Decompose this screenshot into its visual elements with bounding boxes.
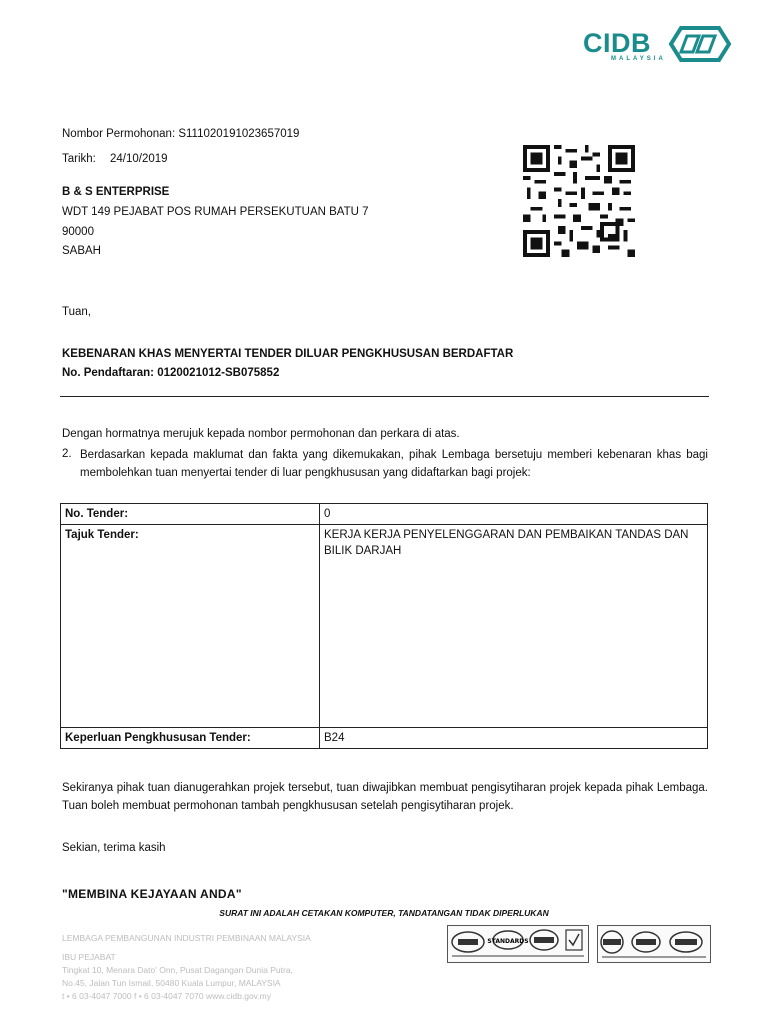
svg-text:STANDARDS: STANDARDS — [487, 938, 529, 945]
footer-org-name: LEMBAGA PEMBANGUNAN INDUSTRI PEMBINAAN MALAYSIA — [62, 933, 311, 943]
table-row — [61, 525, 708, 728]
intro-paragraph: Dengan hormatnya merujuk kepada nombor permohonan dan perkara di atas. — [62, 428, 460, 440]
tender-no-value: 0 — [320, 504, 708, 525]
item-number: 2. — [62, 448, 72, 460]
application-number: Nombor Permohonan: S111020191023657019 — [62, 128, 300, 140]
closing-paragraph: Sekiranya pihak tuan dianugerahkan projek tersebut, tuan diwajibkan membuat pengisytiharan projek kepada pihak Lembaga. Tuan boleh membuat permohonan tambah pengkhususan setelah pengisytiharan projek. — [62, 782, 708, 812]
tender-table — [60, 503, 708, 749]
table-row — [61, 504, 708, 525]
certification-logos — [447, 925, 709, 963]
logo-emblem-icon — [669, 26, 731, 62]
date-value: 24/10/2019 — [110, 153, 168, 165]
tender-title-value: KERJA KERJA PENYELENGGARAN DAN PEMBAIKAN TANDAS DAN BILIK DARJAH — [320, 525, 708, 728]
logo-wordmark: CIDB — [583, 28, 651, 58]
tender-no-label: No. Tender: — [61, 504, 320, 525]
computer-print-note: SURAT INI ADALAH CETAKAN KOMPUTER, TANDATANGAN TIDAK DIPERLUKAN — [219, 908, 549, 918]
iso-certification-icon — [447, 925, 589, 963]
table-row — [61, 728, 708, 749]
footer-address-1: Tingkat 10, Menara Dato' Onn, Pusat Dagangan Dunia Putra, — [62, 965, 293, 975]
recipient-name: B & S ENTERPRISE — [62, 186, 170, 198]
footer-office: IBU PEJABAT — [62, 952, 116, 962]
cidb-logo — [583, 22, 733, 68]
footer-address-2: No.45, Jalan Tun Ismail, 50480 Kuala Lumpur, MALAYSIA — [62, 978, 281, 988]
logo-country: MALAYSIA — [611, 56, 666, 62]
recipient-state: SABAH — [62, 245, 101, 257]
footer-contact: t • 6 03-4047 7000 f • 6 03-4047 7070 www.cidb.gov.my — [62, 991, 271, 1001]
tagline: "MEMBINA KEJAYAAN ANDA" — [62, 887, 242, 901]
divider — [60, 396, 709, 397]
recipient-postcode: 90000 — [62, 226, 94, 238]
qr-code-icon — [520, 145, 638, 257]
quality-certification-icon — [597, 925, 711, 963]
registration-number: No. Pendaftaran: 0120021012-SB075852 — [62, 367, 280, 379]
tender-spec-value: B24 — [320, 728, 708, 749]
tender-title-label: Tajuk Tender: — [61, 525, 320, 728]
tender-spec-label: Keperluan Pengkhususan Tender: — [61, 728, 320, 749]
recipient-address: WDT 149 PEJABAT POS RUMAH PERSEKUTUAN BATU 7 — [62, 206, 369, 218]
subject-title: KEBENARAN KHAS MENYERTAI TENDER DILUAR PENGKHUSUSAN BERDAFTAR — [62, 348, 514, 360]
salutation: Tuan, — [62, 306, 91, 318]
date-label: Tarikh: — [62, 153, 96, 165]
item-paragraph: Berdasarkan kepada maklumat dan fakta yang dikemukakan, pihak Lembaga bersetuju memberi kebenaran khas bagi membolehkan tuan menyertai tender di luar pengkhususan yang didaftarkan bagi projek: — [80, 449, 708, 479]
sign-off: Sekian, terima kasih — [62, 842, 166, 854]
